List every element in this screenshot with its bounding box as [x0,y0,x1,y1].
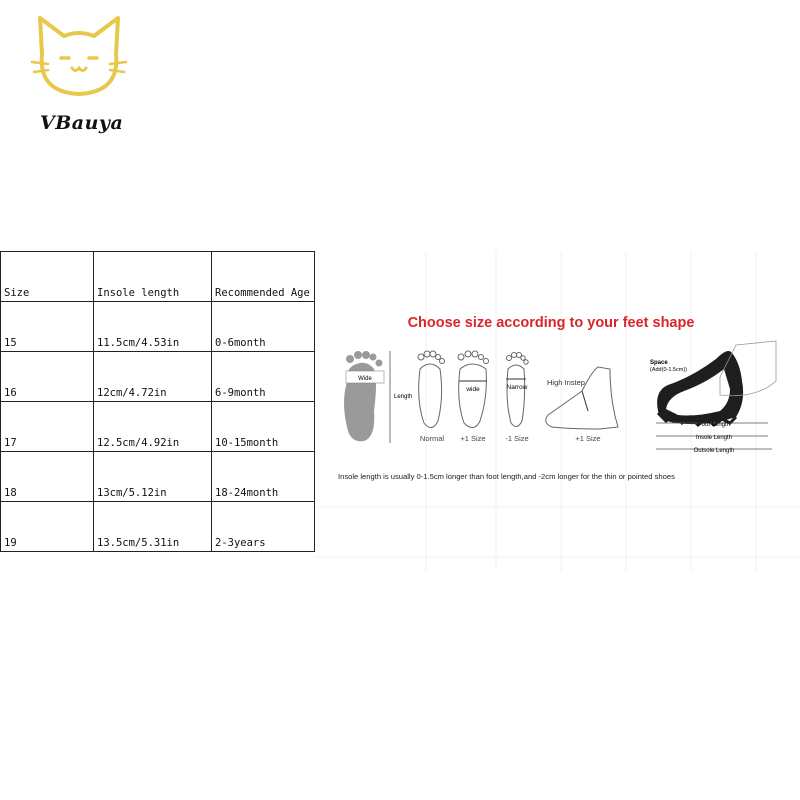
shape-caption-normal: Normal [419,434,445,443]
cell-age: 0-6month [212,302,315,352]
shape-badge-high-instep: High Instep [547,378,585,387]
foot-shape-high-instep [546,367,618,429]
foot-sole-measure [344,351,412,443]
table-row [1,352,315,402]
table-row [1,402,315,452]
shape-caption-high-instep: +1 Size [575,434,601,443]
cell-insole-length: 13.5cm/5.31in [94,502,212,552]
foot-length-label: Foot Length [697,422,731,428]
cell-size: 19 [1,502,94,552]
size-table [0,251,315,552]
cat-face-icon [30,14,128,98]
cell-size: 17 [1,402,94,452]
cell-insole-length: 13cm/5.12in [94,452,212,502]
shape-badge-narrow: Narrow [506,384,528,391]
cell-insole-length: 11.5cm/4.53in [94,302,212,352]
cell-insole-length: 12.5cm/4.92in [94,402,212,452]
space-label: Space [650,360,668,366]
table-header-row [1,252,315,302]
cell-age: 2-3years [212,502,315,552]
cell-size: 15 [1,302,94,352]
wide-label: Wide [358,376,372,382]
cell-size: 16 [1,352,94,402]
cell-size: 18 [1,452,94,502]
header-recommended-age: Recommended Age [212,252,315,302]
cell-age: 6-9month [212,352,315,402]
header-size: Size [1,252,94,302]
cell-age: 18-24month [212,452,315,502]
shape-badge-wide: wide [466,386,480,393]
insole-note: Insole length is usually 0-1.5cm longer than foot length,and -2cm longer for the thin or pointed shoes [338,472,675,481]
table-row [1,302,315,352]
header-insole-length: Insole length [94,252,212,302]
foot-shape-guide [316,251,800,571]
shoe-cross-section [657,341,776,425]
outsole-length-label: Outsole Length [693,448,735,454]
length-label: Length [394,394,413,400]
brand-name: VBauya [40,112,124,134]
shape-caption-wide: +1 Size [460,434,486,443]
cell-insole-length: 12cm/4.72in [94,352,212,402]
insole-length-label: Insole Length [695,435,733,441]
guide-title: Choose size according to your feet shape [407,315,695,331]
foot-shape-normal [418,351,445,428]
shape-caption-narrow: -1 Size [505,434,529,443]
table-row [1,452,315,502]
cell-age: 10-15month [212,402,315,452]
space-note: (Add(0-1.5cm)) [650,367,687,373]
table-row [1,502,315,552]
